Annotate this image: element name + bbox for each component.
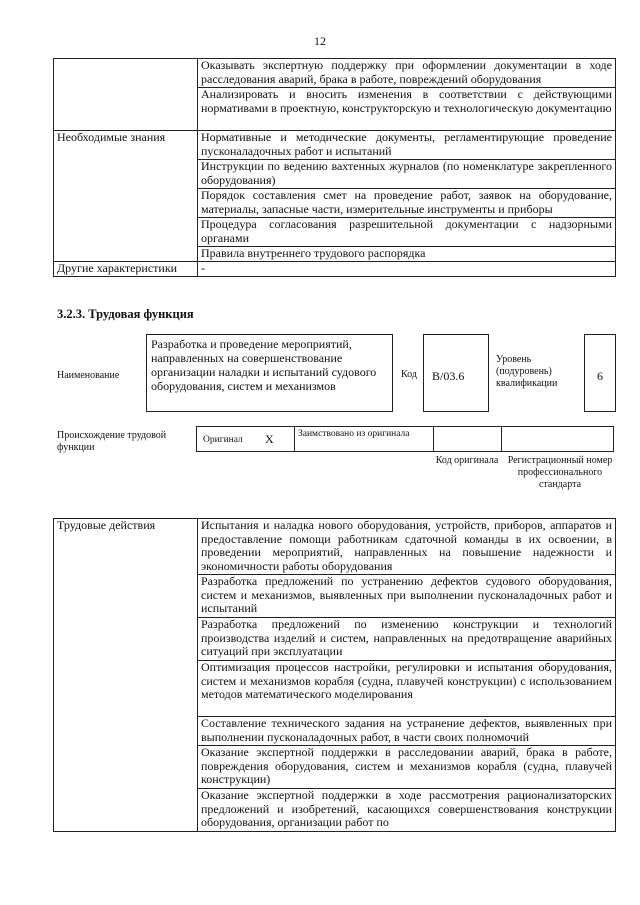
list-item: Оказывать экспертную поддержку при оформлении документации в ходе расследования аварий, брака в работе, повреждений оборудования bbox=[198, 59, 616, 88]
row-label-knowledge: Необходимые знания bbox=[54, 131, 198, 262]
function-name-box bbox=[146, 334, 393, 412]
section-title: 3.2.3. Трудовая функция bbox=[57, 307, 194, 321]
list-item: Испытания и наладка нового оборудования, устройств, приборов, аппаратов и предоставление помощи работникам сдаточной команды в их освоении, в проведении мероприятий, направленных на повышение надежности и экономичности работы оборудования bbox=[198, 519, 616, 575]
code-original-label: Код оригинала bbox=[435, 455, 499, 466]
list-item: Инструкции по ведению вахтенных журналов (по номенклатуре закрепленного оборудования) bbox=[198, 160, 616, 189]
table-row bbox=[54, 262, 616, 277]
level-value: 6 bbox=[597, 369, 603, 383]
knowledge-table bbox=[53, 58, 616, 277]
row-label-actions: Трудовые действия bbox=[54, 519, 198, 832]
origin-row bbox=[196, 426, 614, 452]
list-item: Нормативные и методические документы, регламентирующие проведение пусконаладочных работ и испытаний bbox=[198, 131, 616, 160]
list-item: Разработка предложений по изменению конструкции и технологий производства изделий и систем, направленных на предотвращение аварийных ситуаций при эксплуатации bbox=[198, 618, 616, 661]
divider bbox=[294, 427, 295, 451]
origin-label: Происхождение трудовой функции bbox=[57, 430, 167, 453]
list-item: Оказание экспертной поддержки в расследовании аварий, брака в работе, повреждения оборудования, систем и механизмов корабля (судна, плавучей конструкции) bbox=[198, 746, 616, 789]
row-label bbox=[54, 59, 198, 131]
borrowed-label: Заимствовано из оригинала bbox=[298, 429, 410, 439]
list-item: - bbox=[198, 262, 616, 277]
level-label: Уровень (подуровень) квалификации bbox=[496, 354, 558, 389]
table-row bbox=[54, 519, 616, 575]
name-label: Наименование bbox=[57, 370, 120, 381]
table-row bbox=[54, 131, 616, 160]
list-item: Правила внутреннего трудового распорядка bbox=[198, 247, 616, 262]
list-item: Анализировать и вносить изменения в соответствии с действующими нормативами в проектную, конструкторскую и технологическую документацию bbox=[198, 88, 616, 131]
divider bbox=[501, 427, 502, 451]
list-item: Оптимизация процессов настройки, регулировки и испытания оборудования, систем и механизмов корабля (судна, плавучей конструкции) с использованием методов математического моделирования bbox=[198, 661, 616, 717]
list-item: Составление технического задания на устранение дефектов, выявленных при выполнении пусконаладочных работ, в части своих полномочий bbox=[198, 717, 616, 746]
original-mark: X bbox=[265, 432, 274, 446]
actions-table bbox=[53, 518, 616, 832]
function-name: Разработка и проведение мероприятий, направленных на совершенствование организации наладки и испытаний судового оборудования, систем и механизмов bbox=[151, 337, 377, 393]
list-item: Процедура согласования разрешительной документации с надзорными органами bbox=[198, 218, 616, 247]
code-box bbox=[423, 334, 489, 412]
divider bbox=[433, 427, 434, 451]
list-item: Оказание экспертной поддержки в ходе рассмотрения рационализаторских предложений и изобретений, касающихся совершенствования конструкции оборудования, организации работ по bbox=[198, 789, 616, 832]
row-label-other: Другие характеристики bbox=[54, 262, 198, 277]
table-row bbox=[54, 59, 616, 88]
original-label: Оригинал bbox=[203, 435, 243, 445]
page-number: 12 bbox=[314, 34, 326, 48]
level-box bbox=[584, 334, 616, 412]
reg-number-label: Регистрационный номер профессионального стандарта bbox=[507, 455, 613, 490]
list-item: Разработка предложений по устранению дефектов судового оборудования, систем и механизмов, выявленных при выполнении пусконаладочных работ и испытаний bbox=[198, 575, 616, 618]
list-item: Порядок составления смет на проведение работ, заявок на оборудование, материалы, запасные части, измерительные инструменты и приборы bbox=[198, 189, 616, 218]
code-value: В/03.6 bbox=[432, 369, 465, 383]
code-label: Код bbox=[401, 369, 417, 380]
